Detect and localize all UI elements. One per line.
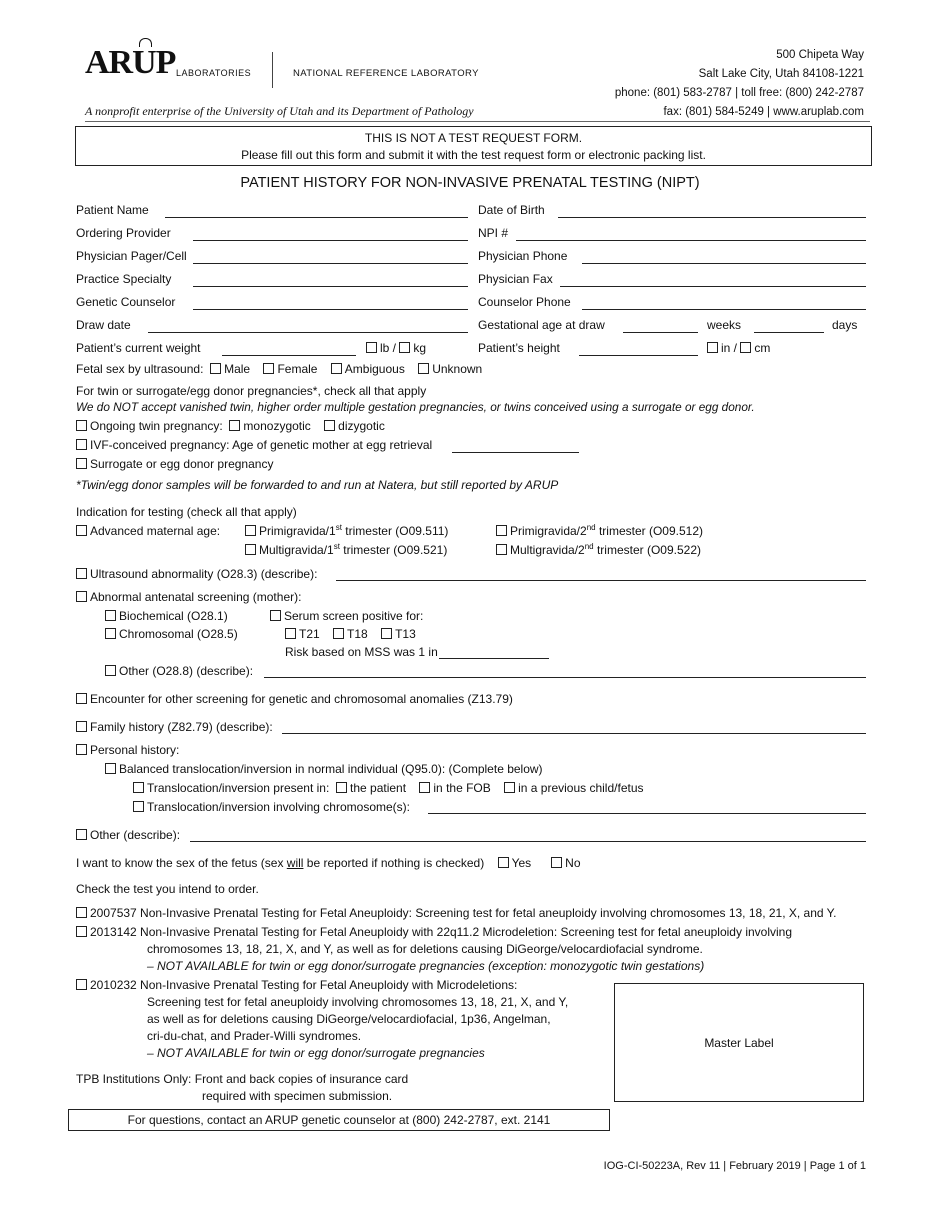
encounter-checkbox[interactable]	[76, 693, 87, 704]
fax-line: fax: (801) 584-5249 | www.aruplab.com	[663, 106, 864, 118]
test2-note: – NOT AVAILABLE for twin or egg donor/surrogate pregnancies (exception: monozygotic twin gestations)	[147, 959, 705, 973]
encounter-row	[76, 692, 513, 707]
test2-desc1: Screening test for fetal aneuploidy involving	[560, 925, 793, 939]
header-rule	[85, 121, 870, 122]
trans-present-checkbox[interactable]	[133, 782, 144, 793]
ama-row	[76, 524, 220, 539]
weight-label: Patient’s current weight	[76, 341, 201, 355]
test3-checkbox[interactable]	[76, 979, 87, 990]
test1-desc: Screening test for fetal aneuploidy involving chromosomes 13, 18, 21, X, and Y.	[415, 906, 837, 920]
primi2-tail: trimester (O09.512)	[598, 524, 703, 538]
test2-desc2: chromosomes 13, 18, 21, X, and Y, as well as for deletions causing DiGeorge/velocardiofacial syndrome.	[147, 942, 703, 956]
height-units	[707, 341, 770, 356]
tpb-row	[76, 1072, 408, 1087]
primi1-sup: st	[335, 523, 342, 532]
logo-tube-icon	[139, 38, 152, 47]
test2-row	[76, 925, 792, 940]
trans-present-label: Translocation/inversion present in:	[147, 781, 330, 795]
nonprofit-line: A nonprofit enterprise of the University of Utah and its Department of Pathology	[85, 104, 474, 118]
chromo-checkbox[interactable]	[105, 628, 116, 639]
twin-footnote: *Twin/egg donor samples will be forwarded to and run at Natera, but still reported by ARUP	[76, 478, 559, 492]
other-label: Other (describe):	[90, 828, 181, 842]
phone-line: phone: (801) 583-2787 | toll free: (800) 242-2787	[614, 87, 864, 99]
sex-question-row	[76, 856, 581, 871]
practice-specialty-field[interactable]	[193, 286, 468, 287]
dizygotic-checkbox[interactable]	[324, 420, 335, 431]
prev-child-checkbox[interactable]	[504, 782, 515, 793]
risk-label: Risk based on MSS was 1 in	[285, 645, 438, 659]
in-label: in /	[721, 341, 738, 355]
draw-date-field[interactable]	[148, 332, 468, 333]
lb-label: lb /	[380, 341, 397, 355]
abnormal-row	[76, 590, 301, 605]
cm-checkbox[interactable]	[740, 342, 751, 353]
header-divider	[272, 52, 273, 88]
serum-label: Serum screen positive for:	[284, 609, 424, 623]
trans-present-row	[133, 781, 644, 796]
header-tagline: NATIONAL REFERENCE LABORATORY	[293, 68, 479, 79]
ongoing-twin-label: Ongoing twin pregnancy:	[90, 419, 223, 433]
logo-sub: LABORATORIES	[176, 68, 252, 78]
arup-logo	[85, 44, 175, 82]
personal-row	[76, 743, 179, 758]
master-label-box	[614, 983, 864, 1102]
sex-no-checkbox[interactable]	[551, 857, 562, 868]
other288-row	[105, 664, 253, 679]
ama-label: Advanced maternal age:	[90, 524, 221, 538]
trans-chrom-row	[133, 800, 410, 815]
ongoing-twin-row	[76, 419, 385, 434]
other-field[interactable]	[190, 841, 866, 842]
test3-desc3: cri-du-chat, and Prader-Willi syndromes.	[147, 1029, 362, 1043]
primi2-label: Primigravida/2	[510, 524, 587, 538]
master-label-text: Master Label	[704, 1036, 774, 1050]
male-label: Male	[224, 362, 251, 376]
ordering-provider-field[interactable]	[193, 240, 468, 241]
test1-checkbox[interactable]	[76, 907, 87, 918]
address-line-2: Salt Lake City, Utah 84108-1221	[698, 68, 864, 80]
counselor-phone-label: Counselor Phone	[478, 295, 571, 309]
ivf-row	[76, 438, 432, 453]
primi2-checkbox[interactable]	[496, 525, 507, 536]
abnormal-checkbox[interactable]	[76, 591, 87, 602]
ultrasound-row	[76, 567, 317, 582]
t18-checkbox[interactable]	[333, 628, 344, 639]
abnormal-label: Abnormal antenatal screening (mother):	[90, 590, 302, 604]
biochem-row	[105, 609, 228, 624]
weight-field[interactable]	[222, 355, 356, 356]
test1-row	[76, 906, 836, 921]
trans-chrom-label: Translocation/inversion involving chromosome(s):	[147, 800, 410, 814]
npi-label: NPI #	[478, 226, 509, 240]
t21-label: T21	[299, 627, 320, 641]
surrogate-label: Surrogate or egg donor pregnancy	[90, 457, 274, 471]
primi2-sup: nd	[586, 523, 596, 532]
test3-name: 2010232 Non-Invasive Prenatal Testing for Fetal Aneuploidy with Microdeletions:	[90, 978, 518, 992]
personal-label: Personal history:	[90, 743, 180, 757]
serum-row	[270, 609, 423, 624]
weight-units	[366, 341, 426, 356]
tests-heading: Check the test you intend to order.	[76, 882, 259, 896]
ultrasound-field[interactable]	[336, 580, 866, 581]
female-checkbox[interactable]	[263, 363, 274, 374]
draw-date-label: Draw date	[76, 318, 131, 332]
physician-pager-field[interactable]	[193, 263, 468, 264]
balanced-checkbox[interactable]	[105, 763, 116, 774]
twin-note: We do NOT accept vanished twin, higher order multiple gestation pregnancies, or twins conceived using a surrogate or egg donor.	[76, 400, 755, 414]
ama-checkbox[interactable]	[76, 525, 87, 536]
physician-phone-field[interactable]	[582, 263, 866, 264]
dizygotic-label: dizygotic	[338, 419, 385, 433]
multi1-tail: trimester (O09.521)	[343, 543, 448, 557]
dob-label: Date of Birth	[478, 203, 545, 217]
risk-field[interactable]	[439, 658, 549, 659]
ordering-provider-label: Ordering Provider	[76, 226, 171, 240]
primi1-label: Primigravida/1	[259, 524, 336, 538]
patient-name-label: Patient Name	[76, 203, 149, 217]
ongoing-twin-checkbox[interactable]	[76, 420, 87, 431]
weeks-label: weeks	[707, 318, 742, 332]
primi1-tail: trimester (O09.511)	[345, 524, 449, 538]
practice-specialty-label: Practice Specialty	[76, 272, 172, 286]
test2-name: 2013142 Non-Invasive Prenatal Testing for Fetal Aneuploidy with 22q11.2 Microdeletion:	[90, 925, 558, 939]
patient-name-field[interactable]	[165, 217, 468, 218]
physician-phone-label: Physician Phone	[478, 249, 568, 263]
unknown-label: Unknown	[432, 362, 483, 376]
ivf-checkbox[interactable]	[76, 439, 87, 450]
family-field[interactable]	[282, 733, 866, 734]
family-label: Family history (Z82.79) (describe):	[90, 720, 273, 734]
test1-name: 2007537 Non-Invasive Prenatal Testing for Fetal Aneuploidy:	[90, 906, 412, 920]
multi1-checkbox[interactable]	[245, 544, 256, 555]
days-label: days	[832, 318, 858, 332]
female-label: Female	[277, 362, 318, 376]
page-title: PATIENT HISTORY FOR NON-INVASIVE PRENATAL TESTING (NIPT)	[240, 175, 700, 191]
sex-yes-checkbox[interactable]	[498, 857, 509, 868]
trisomy-row	[285, 627, 416, 642]
notice-line-1: THIS IS NOT A TEST REQUEST FORM.	[364, 131, 583, 145]
primi2-row	[496, 524, 703, 539]
sex-no-label: No	[565, 856, 581, 870]
ivf-label: IVF-conceived pregnancy: Age of genetic mother at egg retrieval	[90, 438, 433, 452]
biochem-label: Biochemical (O28.1)	[119, 609, 228, 623]
monozygotic-label: monozygotic	[243, 419, 311, 433]
height-field[interactable]	[579, 355, 698, 356]
gest-days-field[interactable]	[754, 332, 824, 333]
t21-checkbox[interactable]	[285, 628, 296, 639]
in-fob-checkbox[interactable]	[419, 782, 430, 793]
tpb-text1: Front and back copies of insurance card	[194, 1072, 409, 1086]
multi1-sup: st	[333, 542, 340, 551]
surrogate-checkbox[interactable]	[76, 458, 87, 469]
ultrasound-checkbox[interactable]	[76, 568, 87, 579]
test3-desc2: as well as for deletions causing DiGeorge/velocardiofacial, 1p36, Angelman,	[147, 1012, 551, 1026]
contact-text: For questions, contact an ARUP genetic counselor at (800) 242-2787, ext. 2141	[127, 1113, 551, 1127]
multi2-sup: nd	[584, 542, 594, 551]
tpb-label: TPB Institutions Only:	[76, 1072, 192, 1086]
the-patient-label: the patient	[350, 781, 407, 795]
physician-fax-label: Physician Fax	[478, 272, 553, 286]
male-checkbox[interactable]	[210, 363, 221, 374]
chromo-row	[105, 627, 238, 642]
sex-question-a: I want to know the sex of the fetus (sex	[76, 856, 287, 870]
in-checkbox[interactable]	[707, 342, 718, 353]
ivf-age-field[interactable]	[452, 452, 579, 453]
ambiguous-checkbox[interactable]	[331, 363, 342, 374]
balanced-label: Balanced translocation/inversion in normal individual (Q95.0): (Complete below)	[119, 762, 543, 776]
monozygotic-checkbox[interactable]	[229, 420, 240, 431]
the-patient-checkbox[interactable]	[336, 782, 347, 793]
balanced-row	[105, 762, 543, 777]
multi2-label: Multigravida/2	[510, 543, 585, 557]
t18-label: T18	[347, 627, 368, 641]
counselor-phone-field[interactable]	[582, 309, 866, 310]
chromo-label: Chromosomal (O28.5)	[119, 627, 238, 641]
ultrasound-label: Ultrasound abnormality (O28.3) (describe):	[90, 567, 318, 581]
personal-checkbox[interactable]	[76, 744, 87, 755]
multi1-label: Multigravida/1	[259, 543, 334, 557]
physician-fax-field[interactable]	[560, 286, 866, 287]
primi1-row	[245, 524, 448, 539]
gest-weeks-field[interactable]	[623, 332, 698, 333]
kg-checkbox[interactable]	[399, 342, 410, 353]
unknown-checkbox[interactable]	[418, 363, 429, 374]
dob-field[interactable]	[558, 217, 866, 218]
multi2-row	[496, 543, 701, 558]
family-checkbox[interactable]	[76, 721, 87, 732]
twin-heading: For twin or surrogate/egg donor pregnancies*, check all that apply	[76, 384, 427, 398]
physician-pager-label: Physician Pager/Cell	[76, 249, 187, 263]
sex-yes-label: Yes	[511, 856, 532, 870]
indication-heading: Indication for testing (check all that apply)	[76, 505, 297, 519]
logo-text: ARUP	[85, 44, 176, 81]
multi1-row	[245, 543, 447, 558]
other-checkbox[interactable]	[76, 829, 87, 840]
other288-checkbox[interactable]	[105, 665, 116, 676]
sex-question-will: will	[286, 856, 304, 870]
t13-checkbox[interactable]	[381, 628, 392, 639]
contact-box	[68, 1109, 610, 1131]
ambiguous-label: Ambiguous	[344, 362, 405, 376]
genetic-counselor-label: Genetic Counselor	[76, 295, 176, 309]
fetal-sex-row	[76, 362, 482, 377]
other288-label: Other (O28.8) (describe):	[119, 664, 254, 678]
family-row	[76, 720, 273, 735]
test2-checkbox[interactable]	[76, 926, 87, 937]
genetic-counselor-field[interactable]	[193, 309, 468, 310]
surrogate-row	[76, 457, 273, 472]
in-fob-label: in the FOB	[433, 781, 491, 795]
encounter-label: Encounter for other screening for genetic and chromosomal anomalies (Z13.79)	[90, 692, 513, 706]
kg-label: kg	[413, 341, 427, 355]
gestational-age-label: Gestational age at draw	[478, 318, 605, 332]
prev-child-label: in a previous child/fetus	[518, 781, 644, 795]
test3-row	[76, 978, 517, 993]
footer-text: IOG-CI-50223A, Rev 11 | February 2019 | Page 1 of 1	[603, 1160, 866, 1172]
serum-checkbox[interactable]	[270, 610, 281, 621]
npi-field[interactable]	[516, 240, 866, 241]
other288-field[interactable]	[264, 677, 866, 678]
primi1-checkbox[interactable]	[245, 525, 256, 536]
other-row	[76, 828, 180, 843]
notice-line-2: Please fill out this form and submit it with the test request form or electronic packing list.	[241, 148, 706, 162]
trans-chrom-field[interactable]	[428, 813, 866, 814]
height-label: Patient’s height	[478, 341, 560, 355]
trans-chrom-checkbox[interactable]	[133, 801, 144, 812]
multi2-tail: trimester (O09.522)	[596, 543, 701, 557]
fetal-sex-label: Fetal sex by ultrasound:	[76, 362, 204, 376]
notice-box	[75, 126, 872, 166]
tpb-text2: required with specimen submission.	[202, 1089, 393, 1103]
t13-label: T13	[395, 627, 416, 641]
cm-label: cm	[754, 341, 771, 355]
biochem-checkbox[interactable]	[105, 610, 116, 621]
multi2-checkbox[interactable]	[496, 544, 507, 555]
lb-checkbox[interactable]	[366, 342, 377, 353]
address-line-1: 500 Chipeta Way	[776, 49, 864, 61]
test3-desc1: Screening test for fetal aneuploidy involving chromosomes 13, 18, 21, X, and Y,	[147, 995, 569, 1009]
test3-note: – NOT AVAILABLE for twin or egg donor/surrogate pregnancies	[147, 1046, 485, 1060]
sex-question-b: be reported if nothing is checked)	[303, 856, 485, 870]
